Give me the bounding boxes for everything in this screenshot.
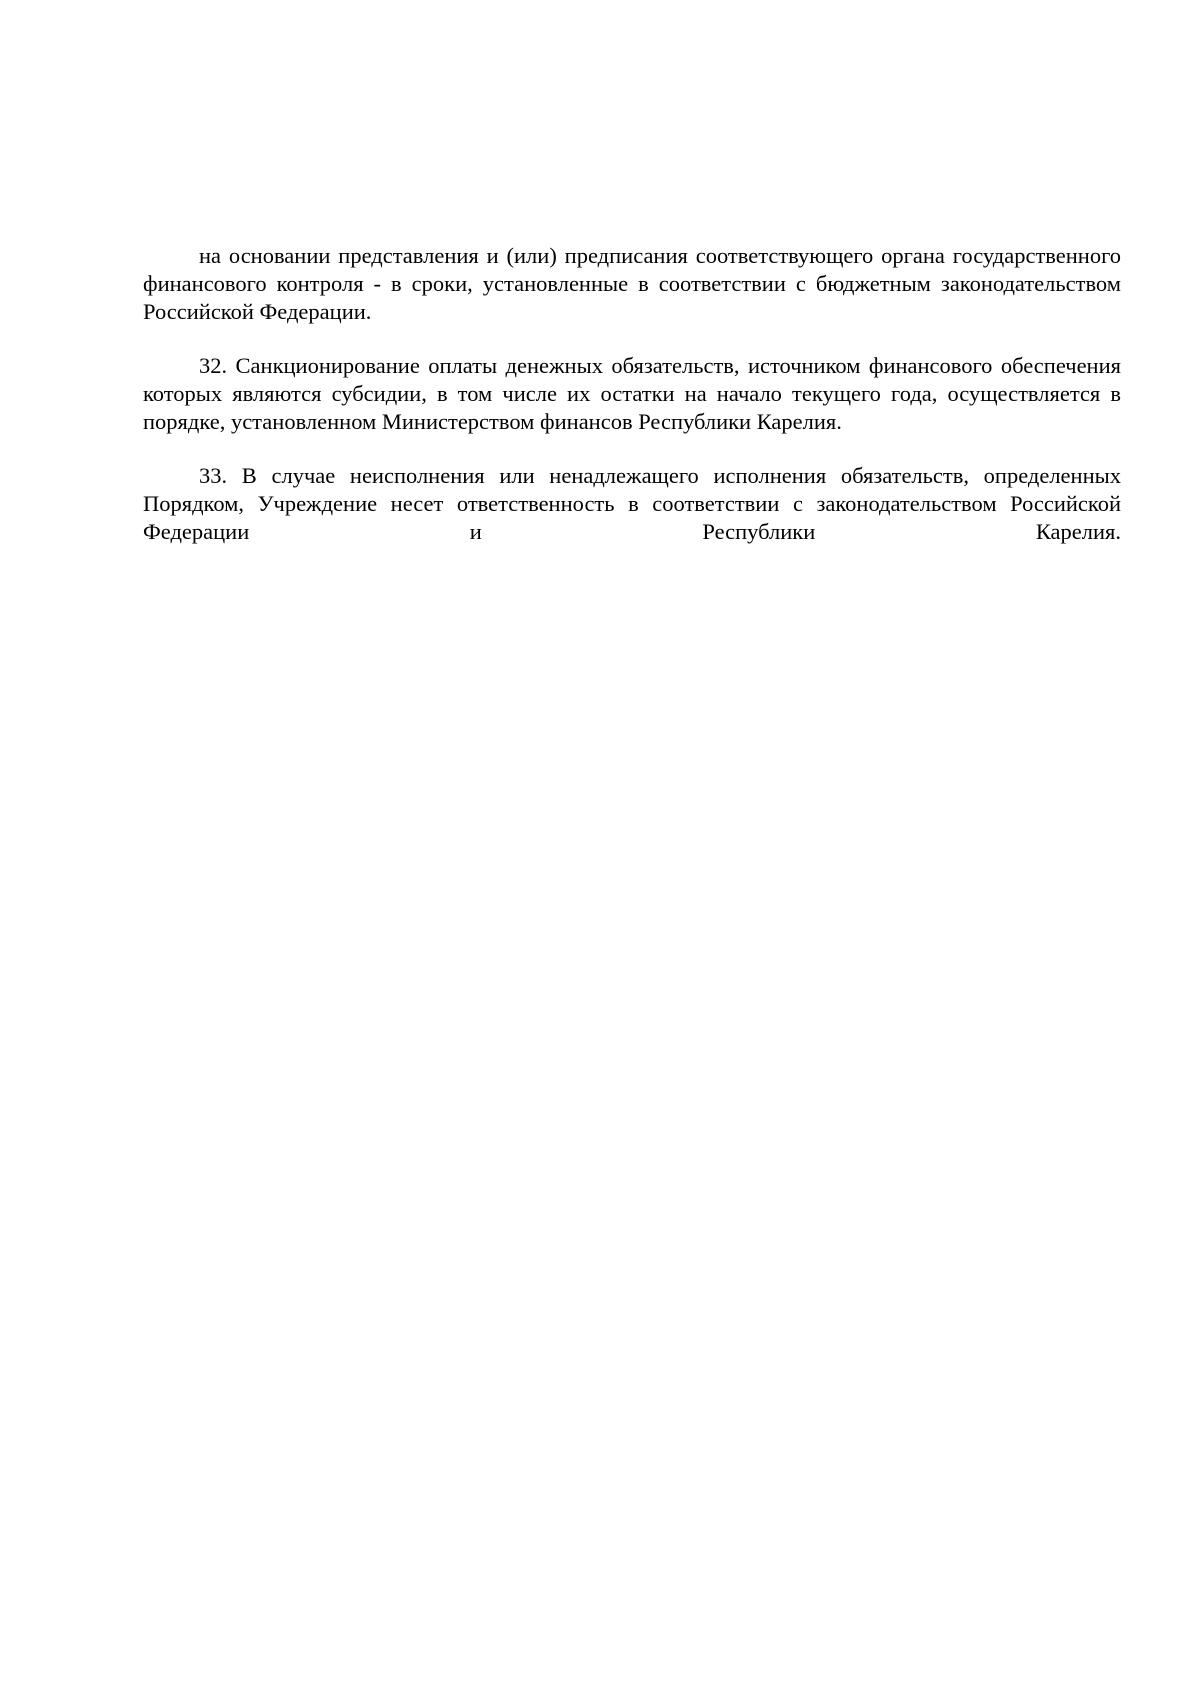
paragraph-item-33: 33. В случае неисполнения или ненадлежащего исполнения обязательств, определенных Порядком, Учреждение несет ответственность в соответствии с законодательством Российской Федерации и Республики Карелия. [143,463,1121,544]
paragraph-continuation: на основании представления и (или) предписания соответствующего органа государственного финансового контроля - в сроки, установленные в соответствии с бюджетным законодательством Российской Федерации. [143,243,1121,324]
paragraph-item-32: 32. Санкционирование оплаты денежных обязательств, источником финансового обеспечения которых являются субсидии, в том числе их остатки на начало текущего года, осуществляется в порядке, установленном Министерством финансов Республики Карелия. [143,353,1121,434]
document-body [143,242,1121,572]
